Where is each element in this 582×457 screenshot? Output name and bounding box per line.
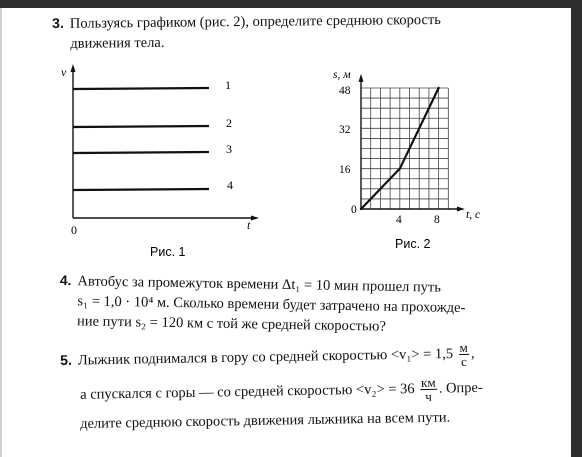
fig2-data-point [437, 87, 439, 89]
unit2-numerator: км [420, 374, 436, 391]
fig2-x-arrow [457, 207, 465, 212]
problem-5-line1: Лыжник поднимался в гору со средней скоростью <v₁> = 1,5 [77, 345, 454, 369]
problem-4-number: 4. [59, 271, 72, 289]
unit-fraction-km-per-h [420, 376, 437, 403]
problem-4-line2: s₁ = 1,0 · 10⁴ м. Сколько времени будет затрачено на прохожде- [77, 293, 466, 317]
fig2-y-arrow [359, 74, 364, 82]
fig2-y-tick-48: 48 [339, 85, 351, 97]
fig1-line-label-3: 3 [226, 142, 232, 156]
problem-4-line1: Автобус за промежуток времени Δt₁ = 10 мин прошел путь [77, 273, 442, 296]
fig1-origin: 0 [71, 223, 77, 237]
fig2-caption: Рис. 2 [395, 237, 431, 251]
problem-5-line3: делите среднюю скорость движения лыжника на всем пути. [80, 409, 451, 432]
fig2-x-label: t, с [466, 209, 481, 221]
fig2-data-point [399, 167, 401, 169]
fig1-x-label: t [247, 218, 251, 232]
problem-5-line2: а спускался с горы — со средней скоростью <v₂> = 36 [80, 380, 415, 403]
unit2-denominator: ч [425, 388, 433, 404]
fig2-x-tick-4: 4 [396, 214, 402, 226]
problem-5-number: 5. [60, 351, 73, 368]
fig2-y-tick-32: 32 [339, 124, 351, 136]
fig2-y-label: s, м [333, 69, 351, 81]
problem-3-number: 3. [52, 14, 64, 31]
fig1-line-label-4: 4 [227, 178, 233, 192]
fig2-data-point [360, 208, 362, 210]
fig2-grid [361, 88, 448, 209]
unit1-numerator: м [459, 339, 468, 356]
fig2-origin: 0 [351, 204, 357, 216]
fig2-x-tick-8: 8 [434, 214, 440, 226]
fig1-caption: Рис. 1 [150, 245, 186, 259]
fig1-line-label-2: 2 [226, 116, 232, 130]
problem-5-line2-tail: . Опре- [438, 379, 483, 397]
unit1-denominator: с [460, 353, 467, 370]
fig2-y-tick-16: 16 [339, 164, 351, 176]
fig1-y-label: v [61, 65, 67, 79]
fig1-line-label-1: 1 [225, 78, 231, 92]
problem-4-line3: ние пути s₂ = 120 км с той же средней скоростью? [76, 313, 386, 335]
problem-4 [59, 270, 500, 339]
unit-fraction-m-per-s [458, 341, 469, 368]
problem-5-line1-comma: , [470, 345, 475, 362]
problem-3-line1: Пользуясь графиком (рис. 2), определите среднюю скорость [69, 11, 441, 32]
problem-3-line2: движения тела. [70, 34, 165, 52]
